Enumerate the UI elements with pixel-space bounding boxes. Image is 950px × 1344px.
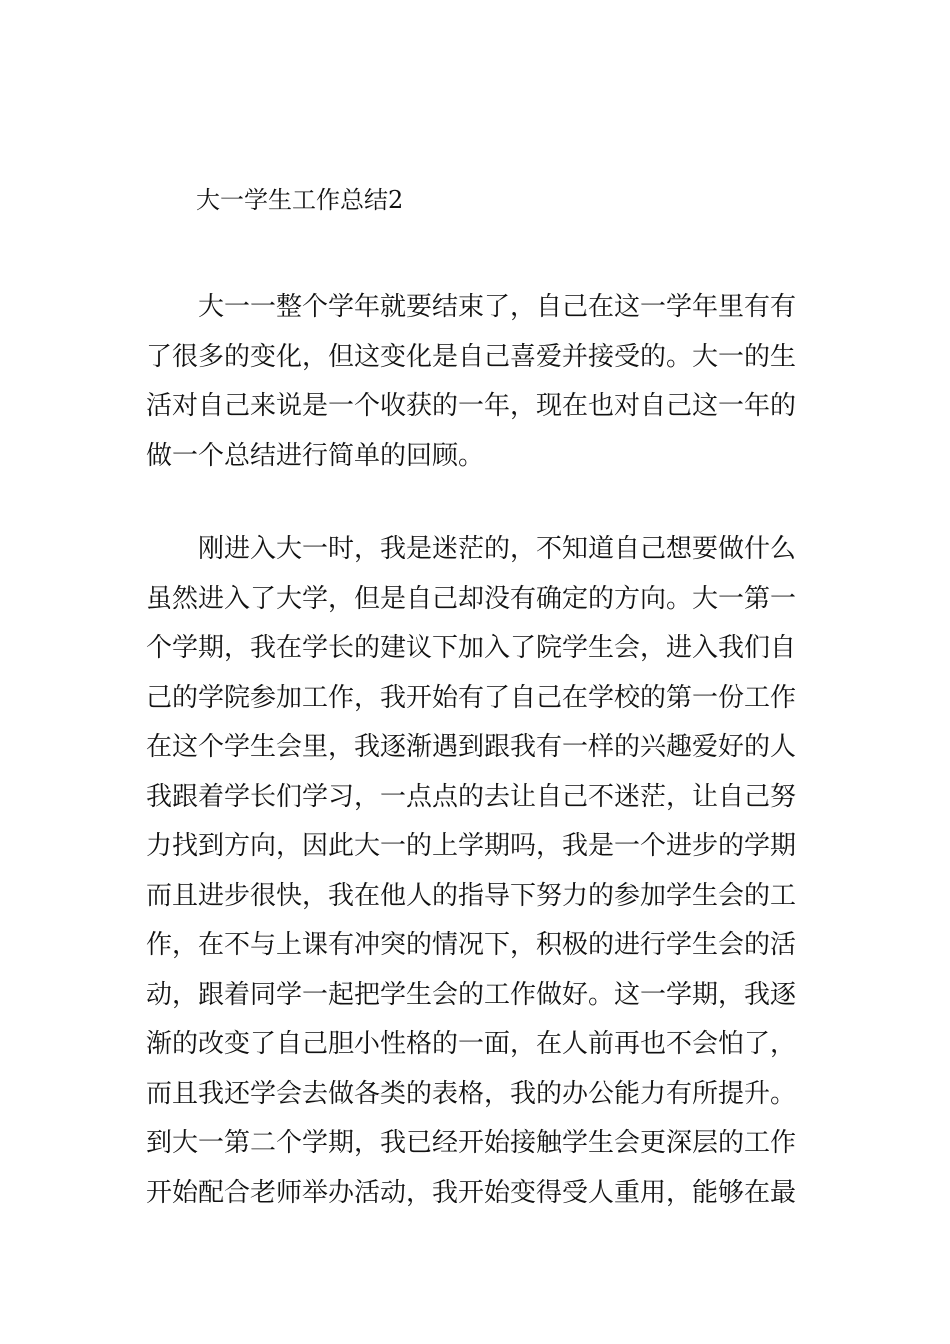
paragraph-line: 作，在不与上课有冲突的情况下，积极的进行学生会的活 (146, 930, 797, 960)
document-title: 大一学生工作总结2 (196, 186, 404, 214)
paragraph-line: 虽然进入了大学，但是自己却没有确定的方向。大一第一 (146, 583, 797, 614)
paragraph-line: 动，跟着同学一起把学生会的工作做好。这一学期，我逐 (146, 979, 797, 1010)
paragraph-line: 渐的改变了自己胆小性格的一面，在人前再也不会怕了， (146, 1029, 797, 1059)
paragraph-line: 开始配合老师举办活动，我开始变得受人重用，能够在最 (146, 1177, 797, 1208)
paragraph-line: 己的学院参加工作，我开始有了自己在学校的第一份工作 (146, 682, 797, 713)
paragraph-line: 到大一第二个学期，我已经开始接触学生会更深层的工作 (146, 1128, 797, 1158)
paragraph-line: 在这个学生会里，我逐渐遇到跟我有一样的兴趣爱好的人 (146, 732, 797, 762)
paragraph-line: 了很多的变化，但这变化是自己喜爱并接受的。大一的生 (146, 341, 797, 372)
paragraph-line: 刚进入大一时，我是迷茫的，不知道自己想要做什么 (198, 534, 797, 564)
paragraph-line: 活对自己来说是一个收获的一年，现在也对自己这一年的 (146, 391, 797, 421)
paragraph-line: 大一一整个学年就要结束了，自己在这一学年里有有 (198, 292, 797, 322)
paragraph-line: 而且我还学会去做各类的表格，我的办公能力有所提升。 (146, 1078, 797, 1109)
paragraph-line: 个学期，我在学长的建议下加入了院学生会，进入我们自 (146, 633, 797, 663)
paragraph-line: 做一个总结进行简单的回顾。 (146, 440, 485, 471)
paragraph-2 (146, 525, 826, 1218)
paragraph-line: 力找到方向，因此大一的上学期吗，我是一个进步的学期 (146, 831, 797, 861)
paragraph-line: 而且进步很快，我在他人的指导下努力的参加学生会的工 (146, 880, 797, 911)
paragraph-line: 我跟着学长们学习，一点点的去让自己不迷茫，让自己努 (146, 781, 797, 812)
paragraph-1 (146, 283, 826, 481)
